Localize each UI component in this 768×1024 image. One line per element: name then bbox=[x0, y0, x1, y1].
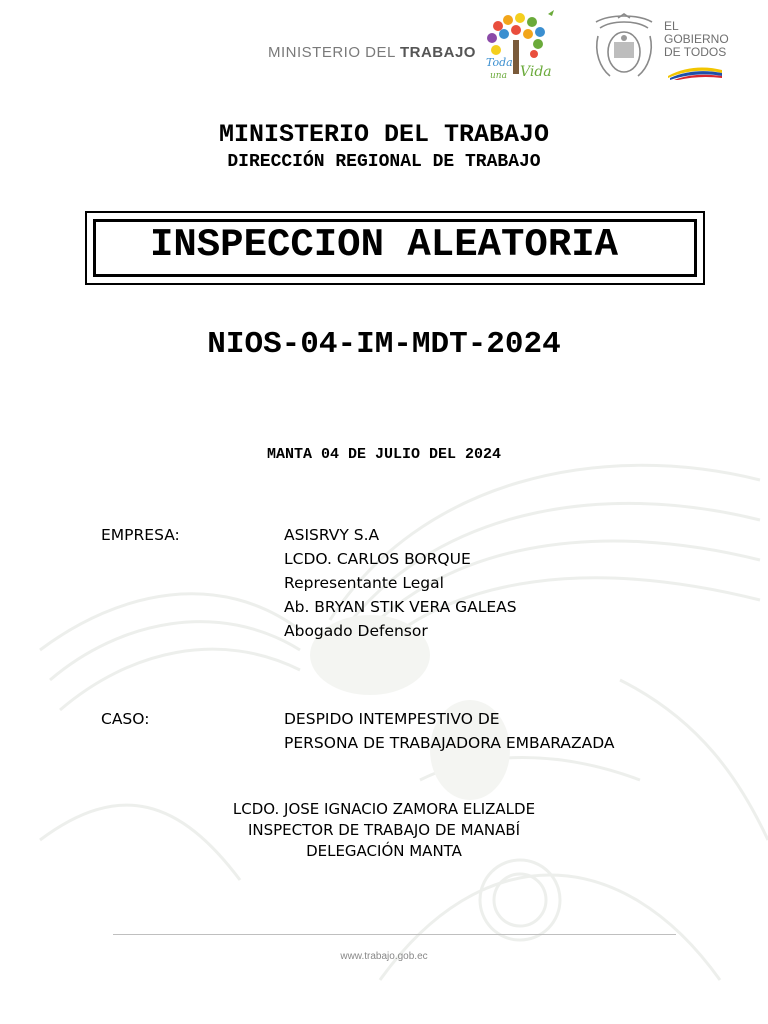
inspector-signature-block bbox=[0, 799, 768, 862]
empresa-label: EMPRESA: bbox=[101, 526, 180, 544]
caso-details bbox=[284, 707, 615, 755]
caso-line: DESPIDO INTEMPESTIVO DE bbox=[284, 710, 500, 728]
toda-una-vida-logo bbox=[476, 8, 556, 82]
ecuador-shield-logo bbox=[590, 12, 658, 82]
title-direccion-regional: DIRECCIÓN REGIONAL DE TRABAJO bbox=[227, 152, 541, 172]
case-code: NIOS-04-IM-MDT-2024 bbox=[207, 327, 561, 362]
title-inspeccion-aleatoria: INSPECCION ALEATORIA bbox=[149, 223, 619, 267]
firma-line: LCDO. JOSE IGNACIO ZAMORA ELIZALDE bbox=[232, 800, 536, 818]
document-date: MANTA 04 DE JULIO DEL 2024 bbox=[266, 446, 502, 463]
empresa-line: Ab. BRYAN STIK VERA GALEAS bbox=[284, 598, 517, 616]
logo-tree-text-una: una bbox=[490, 71, 507, 81]
logo-tree-text-toda: Toda bbox=[486, 56, 513, 69]
caso-label: CASO: bbox=[101, 710, 150, 728]
empresa-line: LCDO. CARLOS BORQUE bbox=[284, 550, 471, 568]
footer-url: www.trabajo.gob.ec bbox=[340, 951, 428, 962]
firma-line: INSPECTOR DE TRABAJO DE MANABÍ bbox=[247, 821, 521, 839]
empresa-line: Representante Legal bbox=[284, 574, 444, 592]
footer-divider bbox=[113, 934, 676, 935]
empresa-line: ASISRVY S.A bbox=[284, 526, 380, 544]
title-ministerio: MINISTERIO DEL TRABAJO bbox=[218, 120, 550, 149]
firma-line: DELEGACIÓN MANTA bbox=[306, 842, 462, 860]
flag-swoosh-icon bbox=[666, 64, 724, 80]
caso-line: PERSONA DE TRABAJADORA EMBARAZADA bbox=[284, 734, 615, 752]
logo-tree-text-vida: Vida bbox=[520, 64, 552, 80]
gobierno-de-todos-text: EL GOBIERNO DE TODOS bbox=[664, 19, 729, 59]
empresa-line: Abogado Defensor bbox=[284, 622, 428, 640]
empresa-details bbox=[284, 523, 517, 643]
ministerio-logo-text: MINISTERIO DEL TRABAJO bbox=[268, 44, 476, 61]
